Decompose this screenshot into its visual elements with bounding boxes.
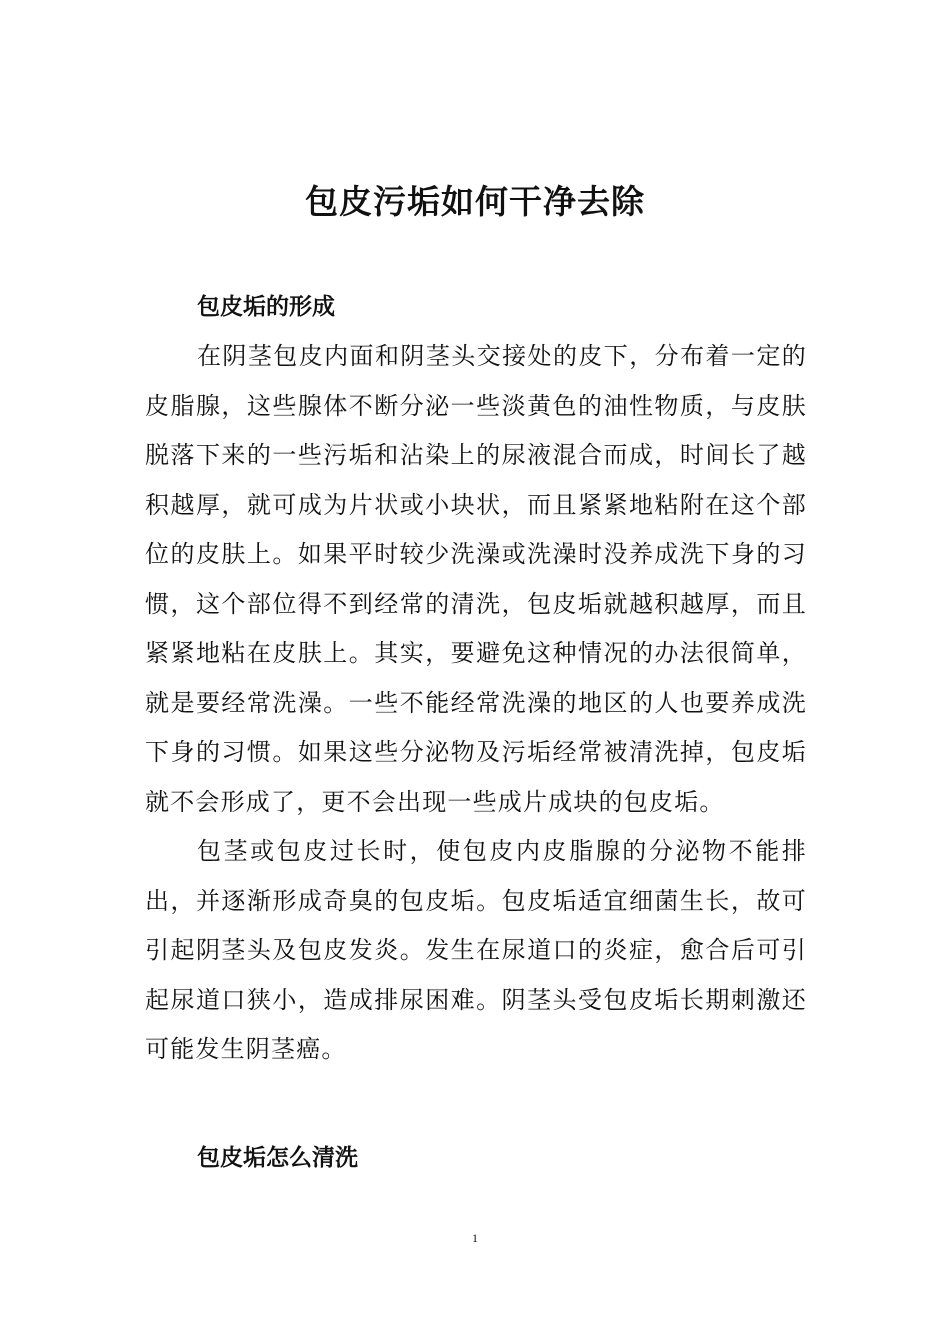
section-cleaning <box>145 1133 807 1183</box>
section-formation <box>145 282 807 1075</box>
document-title: 包皮污垢如何干净去除 <box>305 182 645 221</box>
paragraph-formation-1: 在阴茎包皮内面和阴茎头交接处的皮下，分布着一定的皮脂腺，这些腺体不断分泌一些淡黄色的油性物质，与皮肤脱落下来的一些污垢和沾染上的尿液混合而成，时间长了越积越厚，就可成为片状或小块状，而且紧紧地粘附在这个部位的皮肤上。如果平时较少洗澡或洗澡时没养成洗下身的习惯，这个部位得不到经常的清洗，包皮垢就越积越厚，而且紧紧地粘在皮肤上。其实，要避免这种情况的办法很简单，就是要经常洗澡。一些不能经常洗澡的地区的人也要养成洗下身的习惯。如果这些分泌物及污垢经常被清洗掉，包皮垢就不会形成了，更不会出现一些成片成块的包皮垢。 <box>145 342 807 816</box>
paragraph-formation-2: 包茎或包皮过长时，使包皮内皮脂腺的分泌物不能排出，并逐渐形成奇臭的包皮垢。包皮垢适宜细菌生长，故可引起阴茎头及包皮发炎。发生在尿道口的炎症，愈合后可引起尿道口狭小，造成排尿困难。阴茎头受包皮垢长期刺激还可能发生阴茎癌。 <box>145 837 807 1063</box>
document-body <box>145 282 807 1183</box>
section-heading-cleaning: 包皮垢怎么清洗 <box>197 1144 358 1171</box>
page-number: 1 <box>472 1231 478 1245</box>
section-spacer <box>145 1075 807 1133</box>
section-heading-formation: 包皮垢的形成 <box>197 294 335 320</box>
